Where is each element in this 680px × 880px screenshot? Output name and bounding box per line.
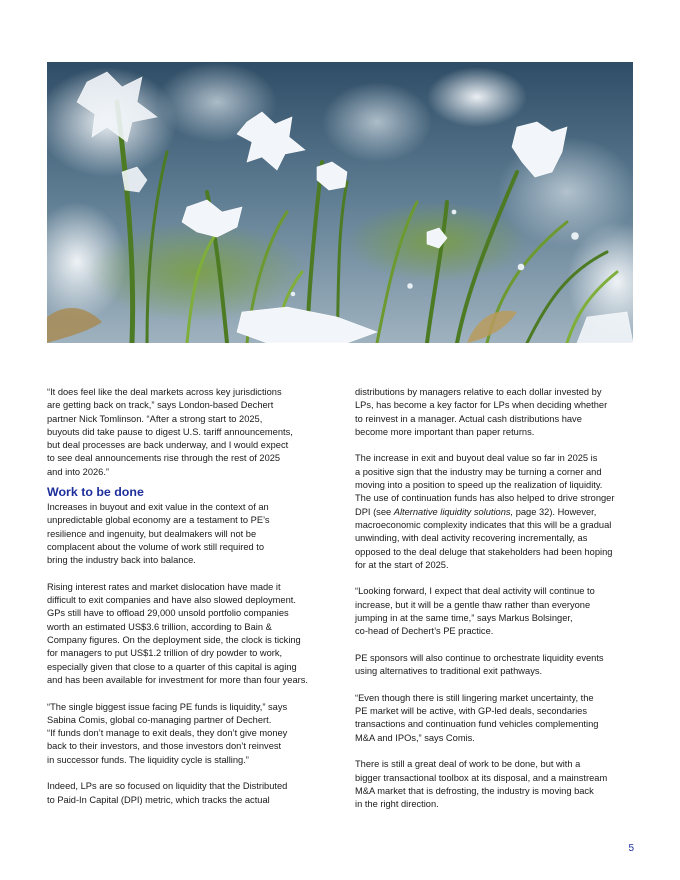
cross-reference-title: Alternative liquidity solutions, (393, 506, 514, 517)
right-column (355, 386, 637, 812)
body-paragraph: Rising interest rates and market dislocation have made it difficult to exit companies and have also slowed deployment. GPs still have to offload 29,000 unsold portfolio companies worth an estimated US$3.6 trillion, according to Bain & Company figures. On the deployment side, the clock is ticking for managers to put US$1.2 trillion of dry powder to work, especially given that close to a quarter of this capital is aging and has been available for investment for more than four years. (47, 581, 308, 685)
frost-grass-image (47, 62, 633, 343)
body-paragraph (355, 452, 637, 572)
quote-paragraph: “The single biggest issue facing PE funds is liquidity,” says Sabina Comis, global co-managing partner of Dechert. “If funds don’t manage to exit deals, they don’t give money back to their investors, and those investors don’t reinvest in successor funds. The liquidity cycle is stalling.” (47, 701, 288, 765)
body-paragraph: distributions by managers relative to each dollar invested by LPs, has become a key factor for LPs when deciding whether to reinvest in a manager. Actual cash distributions have become more important than paper returns. (355, 387, 608, 437)
quote-paragraph: “Looking forward, I expect that deal activity will continue to increase, but it will be a gentle thaw rather than everyone jumping in at the same time,” says Markus Bolsinger, co-head of Dechert’s PE practice. (355, 586, 595, 637)
left-column (47, 386, 327, 807)
text-span: The increase in exit and buyout deal value so far in 2025 is a positive sign that the industry may be turning a corner and moving into a position to speed up the realization of liquidity. The use of continuation funds has also helped to drive stronger DPI (see (355, 453, 615, 517)
hero-photo (47, 62, 633, 343)
body-paragraph: PE sponsors will also continue to orchestrate liquidity events using alternatives to traditional exit pathways. (355, 652, 604, 677)
text-span: page 32). However, macroeconomic complexity indicates that this will be a gradual unwinding, with deal activity recovering incrementally, as opposed to the deal deluge that stakeholders had been hoping for at the start of 2025. (355, 506, 613, 570)
body-paragraph: There is still a great deal of work to be done, but with a bigger transactional toolbox at its disposal, and a mainstream M&A market that is defrosting, the industry is moving back in the right direction. (355, 759, 608, 810)
body-paragraph: Indeed, LPs are so focused on liquidity that the Distributed to Paid-In Capital (DPI) metric, which tracks the actual (47, 781, 288, 805)
quote-paragraph: “Even though there is still lingering market uncertainty, the PE market will be active, with GP-led deals, secondaries transactions and continuation fund vehicles complementing M&A and IPOs,” says Comis. (355, 692, 599, 743)
section-heading: Work to be done (47, 485, 144, 500)
page-number: 5 (628, 843, 634, 854)
intro-quote-paragraph: “It does feel like the deal markets across key jurisdictions are getting back on track,” says London-based Dechert partner Nick Tomlinson. “After a strong start to 2025, buyouts did take pause to digest U.S. tariff announcements, but deal processes are back underway, and I would expect to see deal announcements rise through the rest of 2025 and into 2026.” (47, 387, 293, 477)
body-paragraph: Increases in buyout and exit value in the context of an unpredictable global economy are a testament to PE’s resilience and ingenuity, but dealmakers will not be complacent about the volume of work still required to bring the industry back into balance. (47, 502, 270, 566)
